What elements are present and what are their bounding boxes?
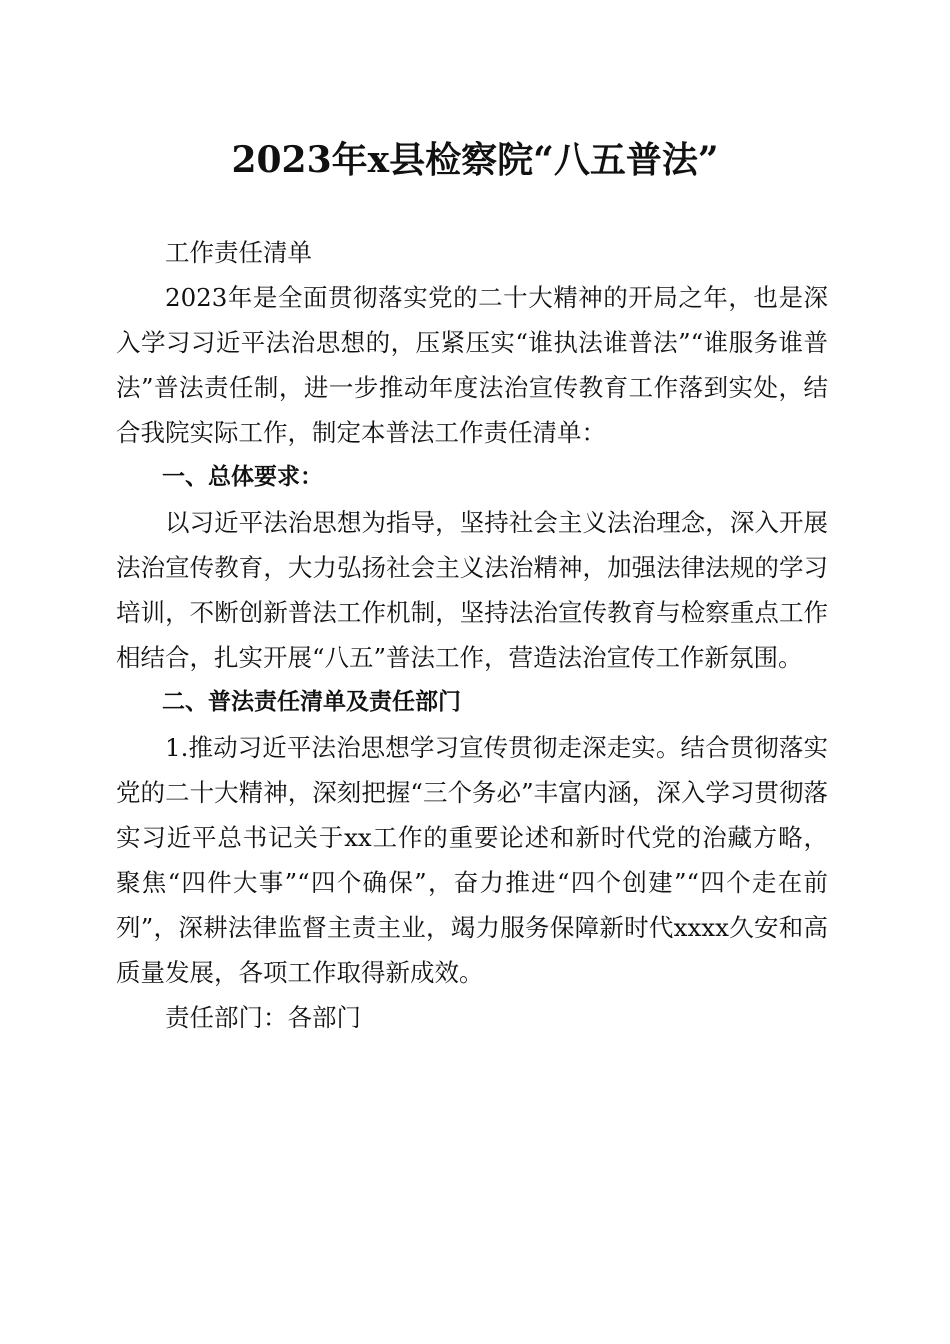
section-1-heading: 一、总体要求： [162, 464, 323, 490]
section-2-item-1: 1.推动习近平法治思想学习宣传贯彻走深走实。结合贯彻落实党的二十大精神，深刻把握“三个务必”丰富内涵，深入学习贯彻落实习近平总书记关于xx工作的重要论述和新时代党的治藏方略，聚焦“四件大事”“四个确保”，奋力推进“四个创建”“四个走在前列”，深耕法律监督主责主业，竭力服务保障新时代xxxx久安和高质量发展，各项工作取得新成效。 [116, 733, 828, 987]
intro-paragraph: 2023年是全面贯彻落实党的二十大精神的开局之年，也是深入学习习近平法治思想的，压紧压实“谁执法谁普法”“谁服务谁普法”普法责任制，进一步推动年度法治宣传教育工作落到实处，结合我院实际工作，制定本普法工作责任清单： [116, 283, 828, 447]
section-2-item-1-department: 责任部门：各部门 [165, 1003, 361, 1032]
document-title: 2023年x县检察院“八五普法” [231, 139, 719, 181]
document-body [116, 230, 828, 1040]
document-subtitle: 工作责任清单 [165, 238, 312, 267]
section-2-heading: 二、普法责任清单及责任部门 [162, 689, 461, 715]
section-1-paragraph: 以习近平法治思想为指导，坚持社会主义法治理念，深入开展法治宣传教育，大力弘扬社会主义法治精神，加强法律法规的学习培训，不断创新普法工作机制，坚持法治宣传教育与检察重点工作相结合，扎实开展“八五”普法工作，营造法治宣传工作新氛围。 [116, 508, 828, 672]
